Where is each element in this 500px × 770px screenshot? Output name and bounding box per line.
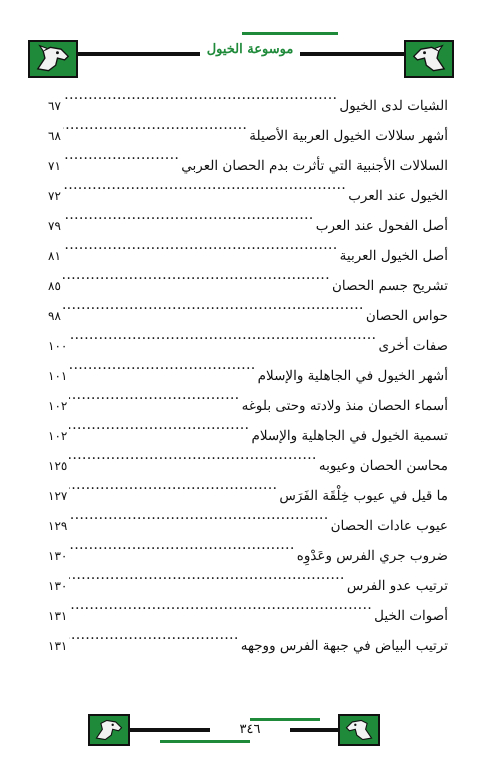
toc-leader-dots bbox=[63, 170, 346, 200]
toc-entry-page: ٧٢ bbox=[48, 189, 61, 203]
toc-entry-title: ما قيل في عيوب خِلْقَة الفَرَس bbox=[279, 488, 448, 504]
toc-entry-page: ٦٧ bbox=[48, 99, 61, 113]
toc-leader-dots bbox=[69, 500, 328, 530]
toc-entry-page: ٦٨ bbox=[48, 129, 61, 143]
toc-entry-title: أسماء الحصان منذ ولادته وحتى بلوغه bbox=[241, 398, 448, 414]
toc-entry-page: ١٣٠ bbox=[48, 579, 68, 593]
toc-entry-page: ١٠٠ bbox=[48, 339, 68, 353]
header-title: موسوعة الخيول bbox=[206, 42, 294, 57]
toc-entry-title: ترتيب البياض في جبهة الفرس ووجهه bbox=[240, 638, 448, 654]
header-rule-right bbox=[300, 52, 404, 56]
toc-entry-page: ٧١ bbox=[48, 159, 61, 173]
table-of-contents bbox=[48, 80, 448, 654]
toc-entry-page: ٧٩ bbox=[48, 219, 61, 233]
footer-rule-green-top bbox=[250, 718, 320, 721]
horse-head-icon bbox=[88, 714, 130, 746]
toc-leader-dots bbox=[69, 530, 294, 560]
toc-entry-page: ١٢٩ bbox=[48, 519, 68, 533]
page-footer bbox=[0, 700, 500, 760]
horse-head-icon bbox=[338, 714, 380, 746]
toc-leader-dots bbox=[63, 200, 314, 230]
toc-leader-dots bbox=[63, 230, 338, 260]
toc-leader-dots bbox=[63, 260, 330, 290]
toc-entry-title: الخيول عند العرب bbox=[348, 188, 448, 204]
toc-entry-title: تشريح جسم الحصان bbox=[332, 278, 448, 294]
footer-rule-right bbox=[290, 728, 338, 732]
toc-leader-dots bbox=[63, 80, 338, 110]
toc-leader-dots bbox=[69, 440, 316, 470]
toc-leader-dots bbox=[69, 590, 372, 620]
toc-entry-title: حواس الحصان bbox=[365, 308, 448, 324]
footer-rule-green-bottom bbox=[160, 740, 250, 743]
toc-entry-page: ١٣٠ bbox=[48, 549, 68, 563]
toc-entry-page: ٩٨ bbox=[48, 309, 61, 323]
toc-leader-dots bbox=[69, 620, 238, 650]
toc-entry-page: ١٢٥ bbox=[48, 459, 68, 473]
toc-entry-title: أشهر الخيول في الجاهلية والإسلام bbox=[257, 368, 448, 384]
toc-entry-title: أصوات الخيل bbox=[374, 608, 448, 624]
toc-entry-page: ١٢٧ bbox=[48, 489, 68, 503]
horse-head-icon bbox=[28, 40, 78, 78]
toc-entry-title: عيوب عادات الحصان bbox=[330, 518, 448, 534]
toc-entry-title: أصل الفحول عند العرب bbox=[315, 218, 448, 234]
toc-entry-title: الشيات لدى الخيول bbox=[339, 98, 448, 114]
toc-leader-dots bbox=[69, 410, 249, 440]
toc-entry-title: محاسن الحصان وعيوبه bbox=[318, 458, 448, 474]
horse-head-icon bbox=[404, 40, 454, 78]
header-rule-left bbox=[78, 52, 200, 56]
toc-entry-page: ١٠١ bbox=[48, 369, 68, 383]
toc-leader-dots bbox=[69, 380, 239, 410]
toc-entry bbox=[48, 80, 448, 114]
toc-leader-dots bbox=[63, 290, 364, 320]
footer-rule-left bbox=[130, 728, 210, 732]
toc-entry-title: السلالات الأجنبية التي تأثرت بدم الحصان العربي bbox=[181, 158, 448, 174]
toc-leader-dots bbox=[69, 470, 277, 500]
toc-entry-page: ١٠٢ bbox=[48, 429, 68, 443]
toc-entry-title: ترتيب عدو الفرس bbox=[346, 578, 448, 594]
header-rule-green bbox=[242, 32, 338, 35]
toc-leader-dots bbox=[69, 350, 255, 380]
toc-leader-dots bbox=[63, 140, 179, 170]
toc-leader-dots bbox=[63, 110, 247, 140]
toc-entry-title: ضروب جري الفرس وعَدْوِه bbox=[296, 548, 448, 564]
page-number: ٣٤٦ bbox=[239, 722, 261, 737]
toc-entry-title: صفات أخرى bbox=[378, 338, 448, 354]
toc-entry-page: ١٠٢ bbox=[48, 399, 68, 413]
toc-entry-title: أشهر سلالات الخيول العربية الأصيلة bbox=[249, 128, 448, 144]
toc-leader-dots bbox=[69, 560, 344, 590]
toc-entry-page: ٨١ bbox=[48, 249, 61, 263]
page-header bbox=[0, 30, 500, 85]
toc-entry-page: ١٣١ bbox=[48, 609, 68, 623]
toc-entry-title: تسمية الخيول في الجاهلية والإسلام bbox=[251, 428, 448, 444]
toc-entry-title: أصل الخيول العربية bbox=[339, 248, 448, 264]
toc-entry-page: ١٣١ bbox=[48, 639, 68, 653]
toc-entry-page: ٨٥ bbox=[48, 279, 61, 293]
toc-leader-dots bbox=[69, 320, 376, 350]
